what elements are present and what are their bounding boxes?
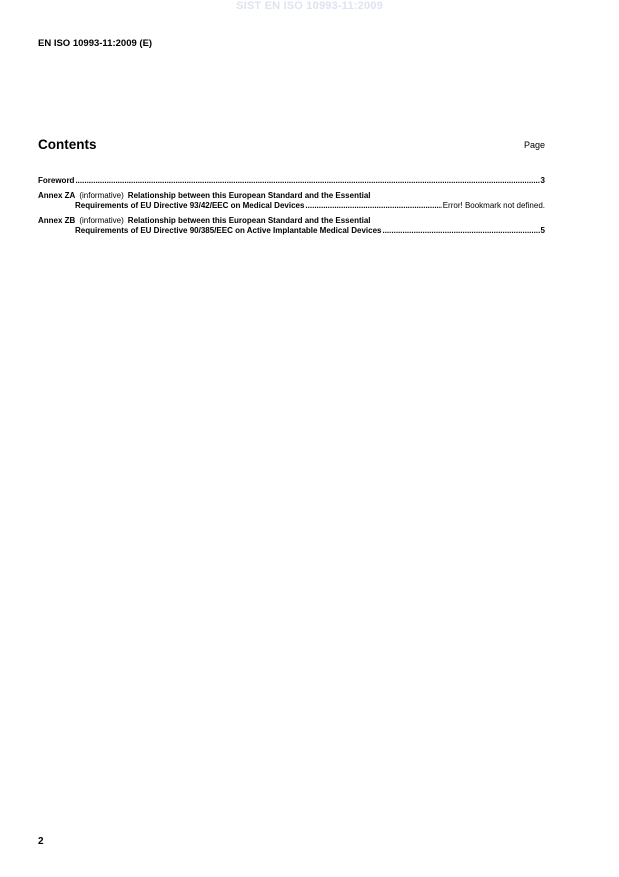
toc-page-number: 3 — [540, 176, 545, 185]
annex-label[interactable]: Annex ZB — [38, 216, 76, 225]
toc-entry-foreword[interactable] — [38, 176, 545, 186]
dot-leader — [305, 201, 441, 211]
annex-title-line1[interactable]: Relationship between this European Standard and the Essential — [127, 216, 371, 225]
annex-title-line2[interactable]: Requirements of EU Directive 90/385/EEC on Active Implantable Medical Devices — [75, 226, 382, 235]
contents-title: Contents — [38, 137, 97, 152]
toc-page-number: Error! Bookmark not defined. — [442, 201, 545, 210]
toc-entry-annex-zb[interactable] — [38, 216, 545, 236]
footer-page-number: 2 — [38, 836, 44, 847]
toc-entry-annex-za[interactable] — [38, 191, 545, 211]
toc-page-number: 5 — [540, 226, 545, 235]
annex-title-line1[interactable]: Relationship between this European Standard and the Essential — [127, 191, 371, 200]
annex-qualifier: (informative) — [79, 216, 124, 225]
page-column-label: Page — [523, 140, 545, 150]
annex-label[interactable]: Annex ZA — [38, 191, 76, 200]
annex-title-line2[interactable]: Requirements of EU Directive 93/42/EEC on Medical Devices — [75, 201, 305, 210]
watermark: SIST EN ISO 10993-11:2009 — [236, 0, 383, 12]
dot-leader — [75, 176, 539, 186]
dot-leader — [382, 226, 539, 236]
toc-entry-title[interactable]: Foreword — [38, 176, 75, 185]
document-id: EN ISO 10993-11:2009 (E) — [38, 38, 153, 49]
annex-qualifier: (informative) — [79, 191, 124, 200]
table-of-contents — [38, 176, 545, 241]
